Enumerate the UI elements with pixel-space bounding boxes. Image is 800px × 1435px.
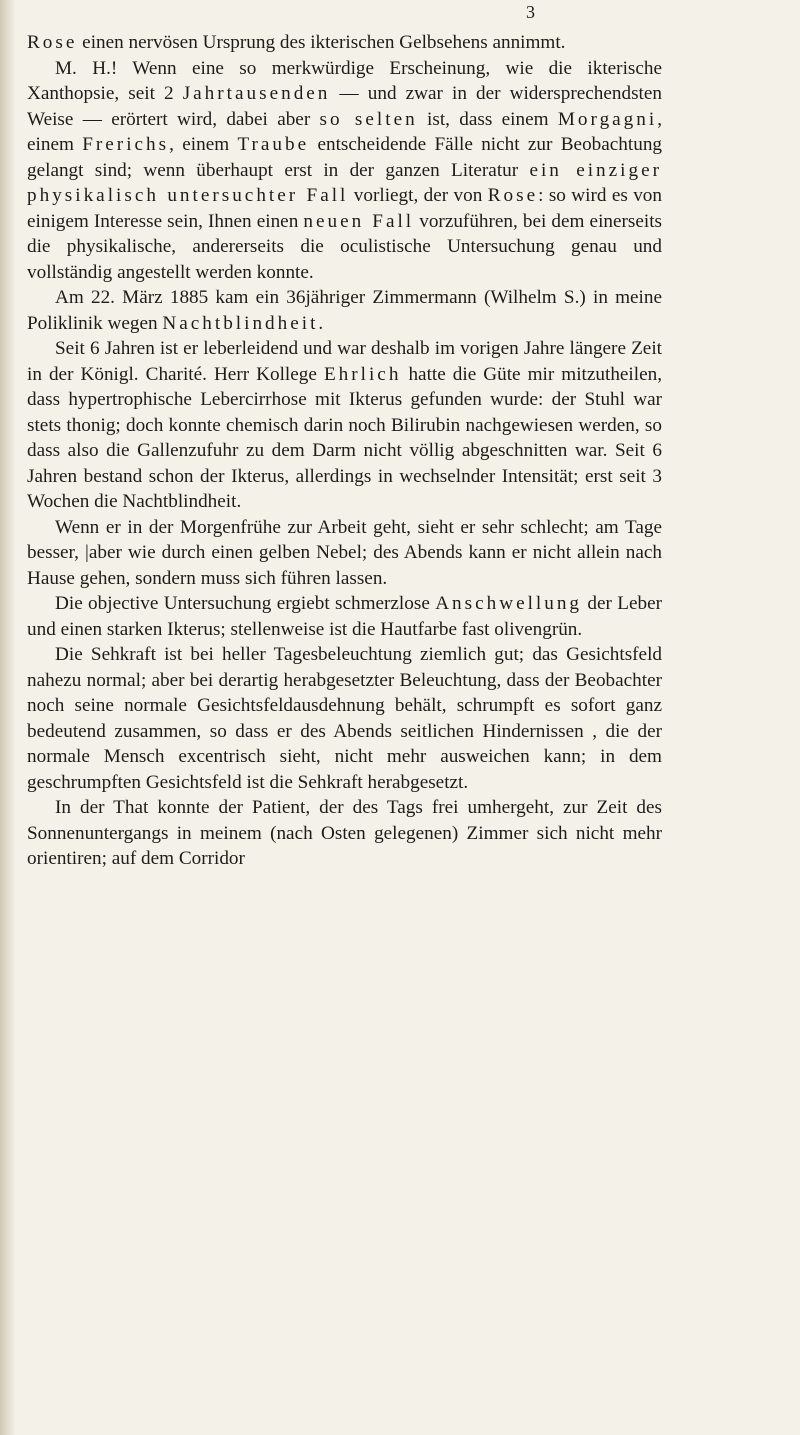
emphasized-text: Morgagni — [557, 108, 658, 130]
emphasized-text: Anschwellung — [435, 593, 583, 614]
text-run: , einem — [27, 108, 662, 155]
emphasized-text: Ehrlich — [323, 363, 402, 385]
text-run: ist, dass einem — [417, 108, 558, 130]
text-run: — und zwar in der widersprechendsten Weise — erörtert wird, dabei aber — [27, 83, 662, 130]
text-run: vorliegt, der von — [348, 185, 488, 206]
text-run: hatte die Güte mir mitzutheilen, dass hypertrophische Lebercirrhose mit Ikterus gefunden wurde: der Stuhl war stets thonig; doch konnte chemisch darin noch Bilirubin nachgewiesen werden, so dass also die Gallenzufuhr zu dem Darm nicht völlig abgeschnitten war. Seit 6 Jahren bestand schon der Ikterus, allerdings in wechselnder Intensität; erst seit 3 Wochen die Nachtblindheit. — [27, 363, 662, 512]
text-run: : so wird es von einigem Interesse sein, Ihnen einen — [27, 185, 662, 232]
paragraph-3 — [27, 285, 662, 336]
emphasized-text: neuen Fall — [303, 210, 415, 232]
emphasized-text: Nachtblindheit — [162, 312, 319, 334]
emphasized-text: ein einziger physikalisch untersuchter Fall — [27, 159, 662, 206]
emphasized-text: Rose — [487, 185, 539, 206]
emphasized-text: Jahrtausenden — [182, 83, 331, 104]
text-run: . — [318, 312, 324, 334]
page-left-edge-shadow — [0, 0, 16, 1435]
text-run: Die objective Untersuchung ergiebt schmerzlose — [55, 593, 436, 614]
text-run: Wenn er in der Morgenfrühe zur Arbeit geht, sieht er sehr schlecht; am Tage besser, |aber wie durch einen gelben Nebel; des Abends kann er nicht allein nach Hause gehen, sondern muss sich führen lassen. — [27, 516, 662, 589]
paragraph-4 — [27, 336, 662, 515]
text-run: , einem — [169, 134, 238, 155]
paragraph-5 — [27, 515, 662, 592]
text-run: entscheidende Fälle nicht zur Beobachtung gelangt sind; wenn überhaupt erst in der ganzen Literatur — [27, 134, 663, 181]
emphasized-text: Traube — [237, 134, 310, 155]
paragraph-6 — [27, 591, 662, 642]
text-run: vorzuführen, bei dem einerseits die physikalische, andererseits die oculistische Untersuchung genau und vollständig angestellt werden konnte. — [27, 210, 663, 283]
paragraph-2 — [27, 56, 662, 286]
text-run: In der That konnte der Patient, der des Tags frei umhergeht, zur Zeit des Sonnenuntergangs in meinem (nach Osten gelegenen) Zimmer sich nicht mehr orientiren; auf dem Corridor — [27, 797, 662, 869]
text-run: Am 22. März 1885 kam ein 36jähriger Zimmermann (Wilhelm S.) in meine Poliklinik wegen — [27, 287, 662, 334]
text-run: M. H.! Wenn eine so merkwürdige Erscheinung, wie die ikterische Xanthopsie, seit 2 — [27, 57, 662, 104]
emphasized-text: so selten — [319, 108, 418, 130]
text-run: der Leber und einen starken Ikterus; stellenweise ist die Hautfarbe fast olivengrün. — [27, 593, 662, 640]
text-run: Seit 6 Jahren ist er leberleidend und war deshalb im vorigen Jahre längere Zeit in der Königl. Charité. Herr Kollege — [27, 338, 662, 385]
emphasized-text: Frerichs — [82, 134, 170, 155]
paragraph-7 — [27, 642, 662, 795]
paragraph-1 — [27, 30, 662, 56]
emphasized-text: Rose — [27, 32, 78, 53]
paragraph-8 — [27, 795, 662, 872]
text-run: einen nervösen Ursprung des ikterischen Gelbsehens annimmt. — [77, 32, 566, 53]
page-number: 3 — [526, 2, 535, 22]
text-run: Die Sehkraft ist bei heller Tagesbeleuchtung ziemlich gut; das Gesichtsfeld nahezu normal; aber bei derartig herabgesetzter Beleuchtung, dass der Beobachter noch seine normale Gesichtsfeldausdehnung behält, schrumpft es sofort ganz bedeutend zusammen, so dass er des Abends seitlichen Hindernissen , die der normale Mensch excentrisch sieht, nicht mehr ausweichen kann; in dem geschrumpften Gesichtsfeld ist die Sehkraft herabgesetzt. — [27, 644, 662, 793]
body-text — [27, 30, 662, 872]
